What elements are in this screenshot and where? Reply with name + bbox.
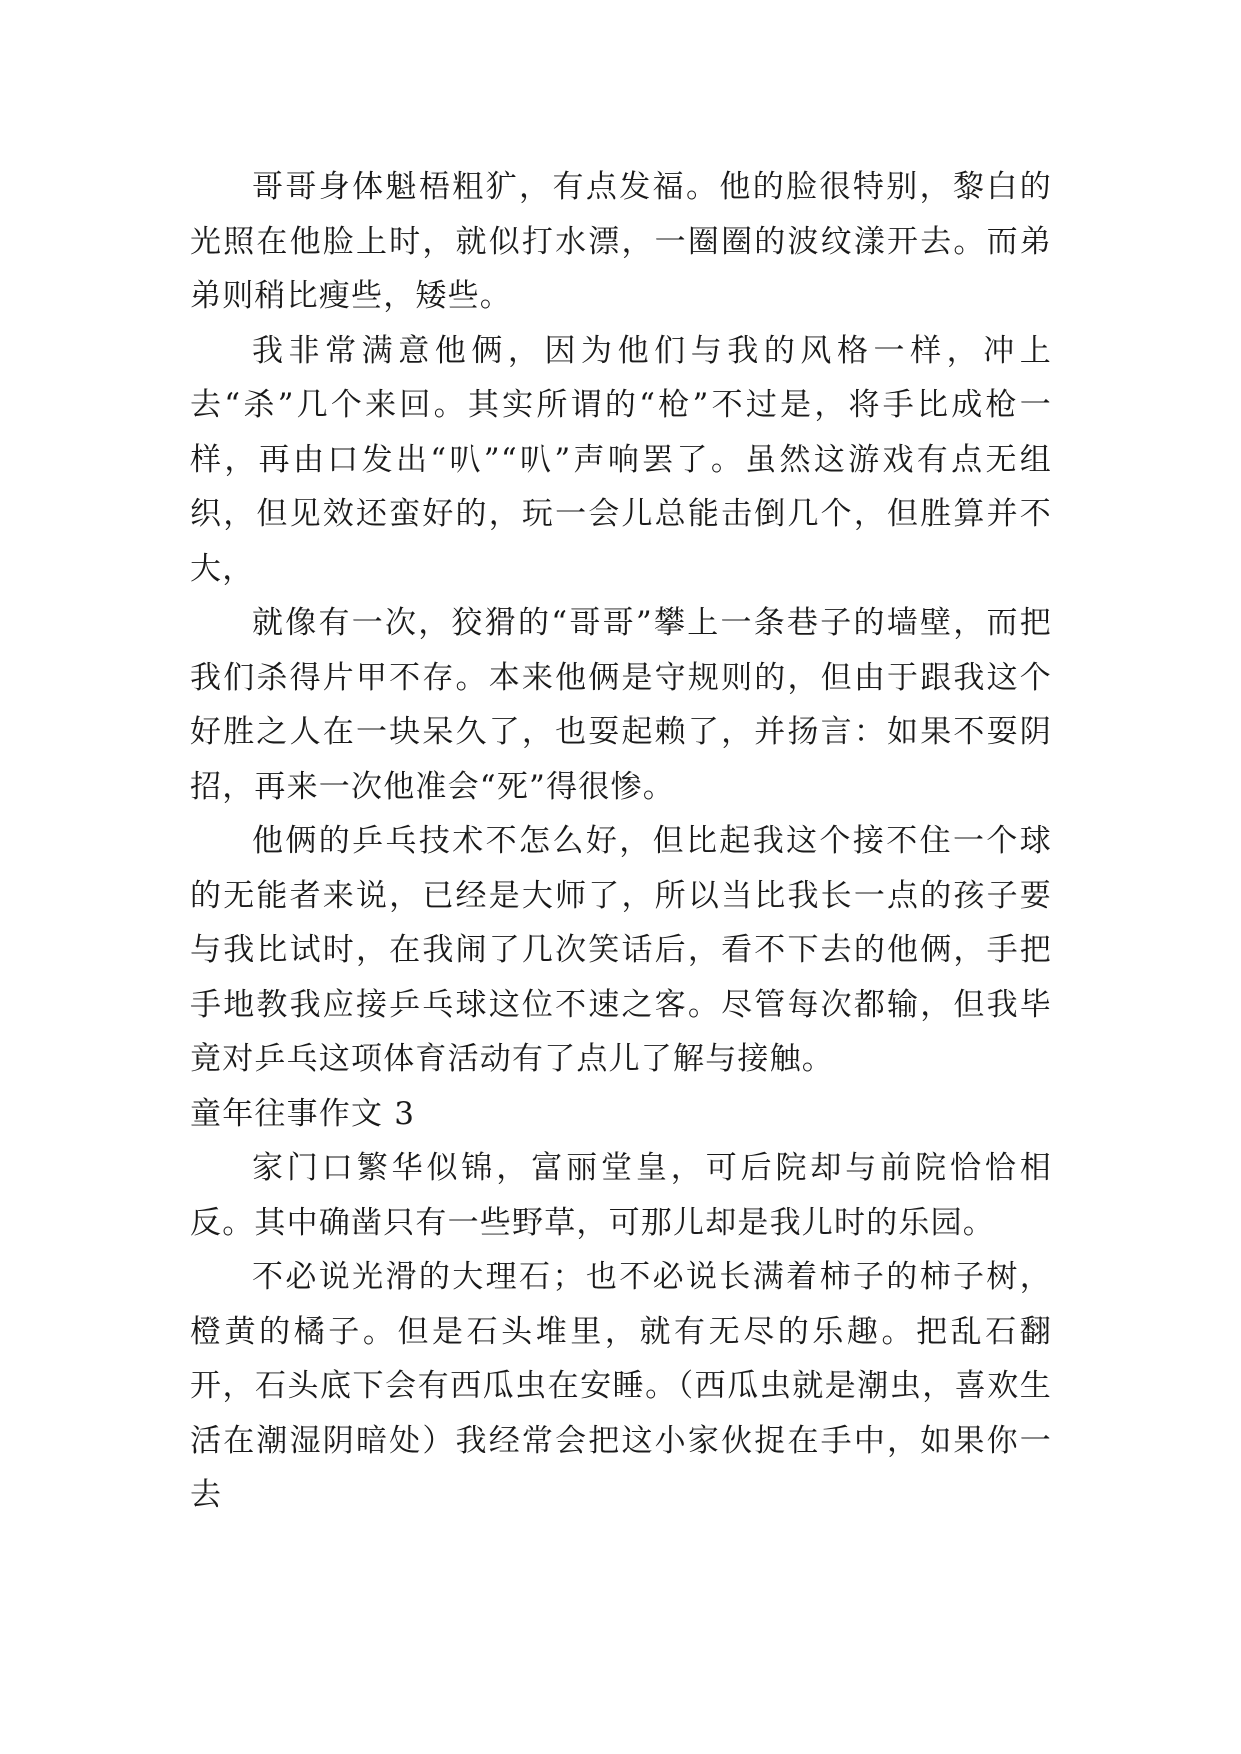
- paragraph-brothers-appearance: 哥哥身体魁梧粗犷，有点发福。他的脸很特别，黎白的光照在他脸上时，就似打水漂，一圈圈的波纹漾开去。而弟弟则稍比瘦些，矮些。: [190, 169, 1052, 314]
- paragraph-stone-pile: 不必说光滑的大理石；也不必说长满着柿子的柿子树，橙黄的橘子。但是石头堆里，就有无尽的乐趣。把乱石翻开，石头底下会有西瓜虫在安睡。（西瓜虫就是潮虫，喜欢生活在潮湿阴暗处）我经常会把这小家伙捉在手中，如果你一去: [190, 1259, 1052, 1513]
- paragraph-backyard: 家门口繁华似锦，富丽堂皇，可后院却与前院恰恰相反。其中确凿只有一些野草，可那儿却是我儿时的乐园。: [190, 1150, 1052, 1241]
- section-heading: 童年往事作文 3: [190, 1095, 416, 1132]
- paragraph-gun-game: 我非常满意他俩，因为他们与我的风格一样，冲上去“杀”几个来回。其实所谓的“枪”不过是，将手比成枪一样，再由口发出“叭”“叭”声响罢了。虽然这游戏有点无组织，但见效还蛮好的，玩一会儿总能击倒几个，但胜算并不大，: [190, 332, 1052, 587]
- paragraph-wall-climb: 就像有一次，狡猾的“哥哥”攀上一条巷子的墙壁，而把我们杀得片甲不存。本来他俩是守规则的，但由于跟我这个好胜之人在一块呆久了，也耍起赖了，并扬言：如果不耍阴招，再来一次他准会“死”得很惨。: [190, 605, 1052, 805]
- document-body: [190, 160, 1052, 1523]
- paragraph-ping-pong: 他俩的乒乓技术不怎么好，但比起我这个接不住一个球的无能者来说，已经是大师了，所以当比我长一点的孩子要与我比试时，在我闹了几次笑话后，看不下去的他俩，手把手地教我应接乒乓球这位不速之客。尽管每次都输，但我毕竟对乒乓这项体育活动有了点儿了解与接触。: [190, 823, 1052, 1077]
